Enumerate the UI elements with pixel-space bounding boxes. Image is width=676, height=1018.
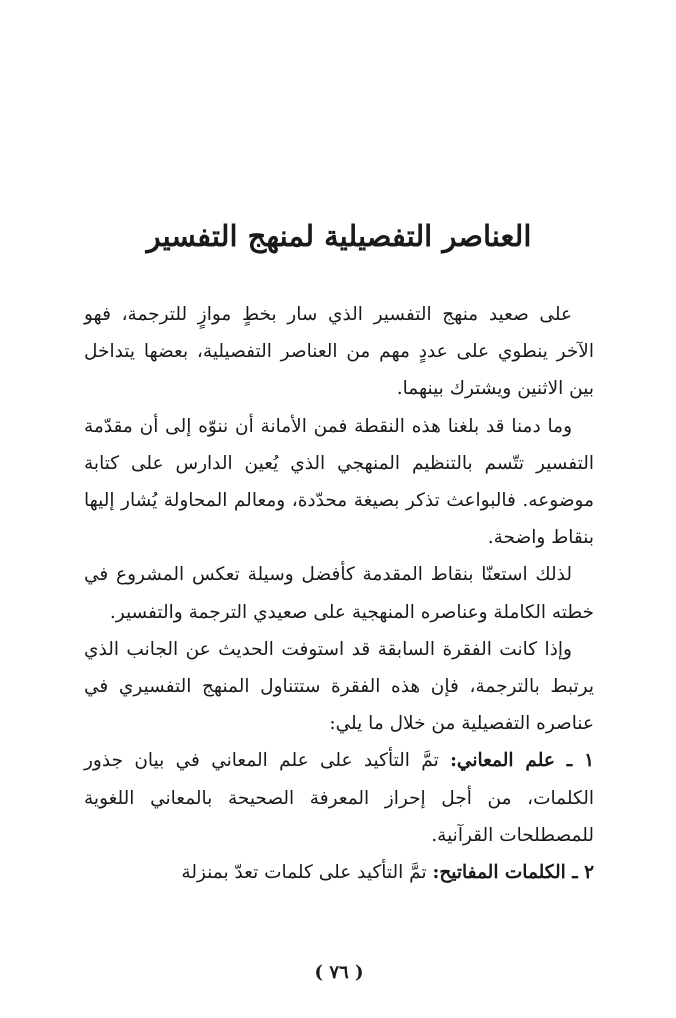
- book-page: [84, 0, 594, 1018]
- paragraph-4: وإذا كانت الفقرة السابقة قد استوفت الحديث عن الجانب الذي يرتبط بالترجمة، فإن هذه الفقرة ستتناول المنهج التفسيري في عناصره التفصيلية من خلال ما يلي:: [84, 638, 594, 735]
- list-item-2: [84, 854, 594, 891]
- list-item-text: تمَّ التأكيد على كلمات تعدّ بمنزلة: [181, 862, 433, 884]
- list-item-text: تمَّ التأكيد على علم المعاني في بيان جذور الكلمات، من أجل إحراز المعرفة الصحيحة بالمعاني اللغوية للمصطلحات القرآنية.: [84, 750, 594, 846]
- paragraph-1: على صعيد منهج التفسير الذي سار بخطٍ موازٍ للترجمة، فهو الآخر ينطوي على عددٍ مهم من العناصر التفصيلية، بعضها يتداخل بين الاثنين ويشترك بينهما.: [84, 304, 594, 400]
- paragraph-2: وما دمنا قد بلغنا هذه النقطة فمن الأمانة أن ننوّه إلى أن مقدّمة التفسير تتّسم بالتنظيم المنهجي الذي يُعين الدارس على كتابة موضوعه. فالبواعث تذكر بصيغة محدّدة، ومعالم المحاولة يُشار إليها بنقاط واضحة.: [84, 415, 594, 549]
- chapter-title: العناصر التفصيلية لمنهج التفسير: [146, 219, 532, 253]
- list-item-heading: ٢ ـ الكلمات المفاتيح:: [432, 862, 594, 884]
- page-number: ( ٧٦ ): [314, 962, 364, 983]
- body-text: [84, 296, 594, 891]
- list-item-1: [84, 742, 594, 854]
- list-item-heading: ١ ـ علم المعاني:: [450, 750, 595, 772]
- paragraph-3: لذلك استعنّا بنقاط المقدمة كأفضل وسيلة تعكس المشروع في خطته الكاملة وعناصره المنهجية على صعيدي الترجمة والتفسير.: [84, 564, 594, 623]
